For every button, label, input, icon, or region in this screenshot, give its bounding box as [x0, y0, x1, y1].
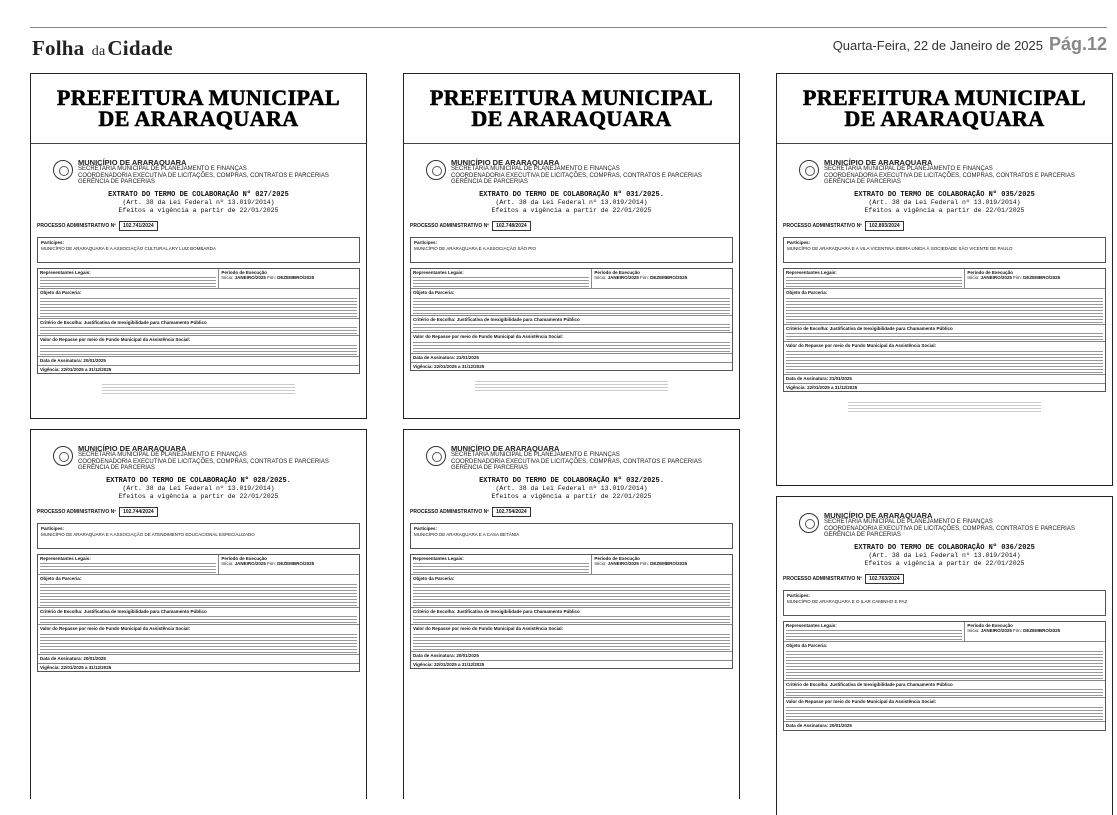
processo: PROCESSO ADMINISTRATIVO Nº 102.754/2024	[410, 507, 733, 517]
newspaper-header	[30, 27, 1107, 63]
extrato-card	[776, 73, 1113, 486]
column-2	[403, 73, 740, 815]
extrato-title: EXTRATO DO TERMO DE COLABORAÇÃO Nº 027/2025 (Art. 38 da Lei Federal nº 13.019/2014) Efeitos a vigência a partir de 22/01/2025	[108, 190, 289, 214]
processo: PROCESSO ADMINISTRATIVO Nº 102.893/2024	[783, 221, 1106, 231]
processo: PROCESSO ADMINISTRATIVO Nº 102.748/2024	[410, 221, 733, 231]
processo: PROCESSO ADMINISTRATIVO Nº 102.744/2024	[37, 507, 360, 517]
extrato-title: EXTRATO DO TERMO DE COLABORAÇÃO Nº 031/2025. (Art. 38 da Lei Federal nº 13.019/2014) Efeitos a vigência a partir de 22/01/2025	[479, 190, 664, 214]
column-1	[30, 73, 367, 815]
details-table: Representantes Legais: Período de Execução Início: JANEIRO/2025 Fim: DEZEMBRO/2025 Objeto da Parceria: Critério de Escolha: Justificativa de Inexigibilidade para Chamamento Público Valor do Repasse por meio do Fundo Municipal da Assistência Social: Data de Assinatura: 20/01/2025 Vigência: 22/01/2025 a 31/12/2025	[410, 554, 733, 670]
details-table: Representantes Legais: Período de Execução Início: JANEIRO/2025 Fim: DEZEMBRO/2025 Objeto da Parceria: Critério de Escolha: Justificativa de Inexigibilidade para Chamamento Público Valor do Repasse por meio do Fundo Municipal da Assistência Social: Data de Assinatura: 21/01/2025 Vigência: 22/01/2025 a 31/12/2025	[783, 268, 1106, 393]
org-header: MUNICÍPIO DE ARARAQUARA SECRETARIA MUNICIPAL DE PLANEJAMENTO E FINANÇAS COORDENADORIA EXECUTIVA DE LICITAÇÕES, COMPRAS, CONTRATOS E PARCERIAS GERÊNCIA DE PARCERIAS	[783, 513, 1106, 539]
extrato-card	[403, 429, 740, 799]
extrato-card	[776, 496, 1113, 815]
details-table: Representantes Legais: Período de Execução Início: JANEIRO/2025 Fim: DEZEMBRO/2025 Objeto da Parceria: Critério de Escolha: Justificativa de Inexigibilidade para Chamamento Público Valor do Repasse por meio do Fundo Municipal da Assistência Social: Data de Assinatura: 20/01/2025 Vigência: 22/01/2025 a 31/12/2025	[37, 268, 360, 375]
extrato-card	[30, 429, 367, 799]
extrato-card	[403, 73, 740, 419]
brand-da: da	[91, 44, 106, 59]
brand-second: Cidade	[107, 36, 173, 60]
prefeitura-title: PREFEITURA MUNICIPAL DE ARARAQUARA	[429, 85, 714, 131]
details-table: Representantes Legais: Período de Execução Início: JANEIRO/2025 Fim: DEZEMBRO/2025 Objeto da Parceria: Critério de Escolha: Justificativa de Inexigibilidade para Chamamento Público Valor do Repasse por meio do Fundo Municipal da Assistência Social: Data de Assinatura: 20/01/2025	[783, 621, 1106, 731]
details-table: Representantes Legais: Período de Execução Início: JANEIRO/2025 Fim: DEZEMBRO/2025 Objeto da Parceria: Critério de Escolha: Justificativa de Inexigibilidade para Chamamento Público Valor do Repasse por meio do Fundo Municipal da Assistência Social: Data de Assinatura: 21/01/2025 Vigência: 22/01/2025 a 31/12/2025	[410, 268, 733, 372]
details-table: Representantes Legais: Período de Execução Início: JANEIRO/2025 Fim: DEZEMBRO/2025 Objeto da Parceria: Critério de Escolha: Justificativa de Inexigibilidade para Chamamento Público Valor do Repasse por meio do Fundo Municipal da Assistência Social: Data de Assinatura: 20/01/2025 Vigência: 22/01/2025 a 31/12/2025	[37, 554, 360, 673]
participes-box: Partícipes: MUNICÍPIO DE ARARAQUARA E O ILAR CAMINHO E PAZ	[783, 590, 1106, 616]
municipal-seal-icon	[53, 446, 73, 466]
prefeitura-title: PREFEITURA MUNICIPAL DE ARARAQUARA	[56, 85, 341, 131]
brand-logo	[32, 36, 173, 61]
extrato-title: EXTRATO DO TERMO DE COLABORAÇÃO Nº 035/2025 (Art. 38 da Lei Federal nº 13.019/2014) Efeitos a vigência a partir de 22/01/2025	[854, 190, 1035, 214]
municipal-seal-icon	[53, 160, 73, 180]
municipal-seal-icon	[799, 513, 819, 533]
participes-box: Partícipes: MUNICÍPIO DE ARARAQUARA E A ASSOCIAÇÃO CULTURAL ARY LUIZ BOMBARDA	[37, 237, 360, 263]
org-header: MUNICÍPIO DE ARARAQUARA SECRETARIA MUNICIPAL DE PLANEJAMENTO E FINANÇAS COORDENADORIA EXECUTIVA DE LICITAÇÕES, COMPRAS, CONTRATOS E PARCERIAS GERÊNCIA DE PARCERIAS	[410, 160, 733, 186]
org-header: MUNICÍPIO DE ARARAQUARA SECRETARIA MUNICIPAL DE PLANEJAMENTO E FINANÇAS COORDENADORIA EXECUTIVA DE LICITAÇÕES, COMPRAS, CONTRATOS E PARCERIAS GERÊNCIA DE PARCERIAS	[783, 160, 1106, 186]
processo: PROCESSO ADMINISTRATIVO Nº 102.763/2024	[783, 574, 1106, 584]
extrato-title: EXTRATO DO TERMO DE COLABORAÇÃO Nº 032/2025. (Art. 38 da Lei Federal nº 13.019/2014) Efeitos a vigência a partir de 22/01/2025	[479, 476, 664, 500]
participes-box: Partícipes: MUNICÍPIO DE ARARAQUARA E A ASSOCIAÇÃO SÃO PIO	[410, 237, 733, 263]
municipal-seal-icon	[426, 446, 446, 466]
municipal-seal-icon	[426, 160, 446, 180]
extrato-card	[30, 73, 367, 419]
prefeitura-title: PREFEITURA MUNICIPAL DE ARARAQUARA	[802, 85, 1087, 131]
municipal-seal-icon	[799, 160, 819, 180]
org-header: MUNICÍPIO DE ARARAQUARA SECRETARIA MUNICIPAL DE PLANEJAMENTO E FINANÇAS COORDENADORIA EXECUTIVA DE LICITAÇÕES, COMPRAS, CONTRATOS E PARCERIAS GERÊNCIA DE PARCERIAS	[37, 160, 360, 186]
participes-box: Partícipes: MUNICÍPIO DE ARARAQUARA E A VILA VICENTINA IDEIRA UNIDA À SOCIEDADE SÃO VICENTE DE PAULO	[783, 237, 1106, 263]
page-number: Pág.12	[1048, 34, 1107, 54]
participes-box: Partícipes: MUNICÍPIO DE ARARAQUARA E A CASA BETÂNIA	[410, 523, 733, 549]
brand-main: Folha	[32, 36, 85, 60]
org-header: MUNICÍPIO DE ARARAQUARA SECRETARIA MUNICIPAL DE PLANEJAMENTO E FINANÇAS COORDENADORIA EXECUTIVA DE LICITAÇÕES, COMPRAS, CONTRATOS E PARCERIAS GERÊNCIA DE PARCERIAS	[410, 446, 733, 472]
column-3	[776, 73, 1113, 815]
issue-date: Quarta-Feira, 22 de Janeiro de 2025	[832, 38, 1043, 53]
org-header: MUNICÍPIO DE ARARAQUARA SECRETARIA MUNICIPAL DE PLANEJAMENTO E FINANÇAS COORDENADORIA EXECUTIVA DE LICITAÇÕES, COMPRAS, CONTRATOS E PARCERIAS GERÊNCIA DE PARCERIAS	[37, 446, 360, 472]
processo: PROCESSO ADMINISTRATIVO Nº 102.741/2024	[37, 221, 360, 231]
extrato-title: EXTRATO DO TERMO DE COLABORAÇÃO Nº 028/2025. (Art. 38 da Lei Federal nº 13.019/2014) Efeitos a vigência a partir de 22/01/2025	[106, 476, 291, 500]
extrato-title: EXTRATO DO TERMO DE COLABORAÇÃO Nº 036/2025 (Art. 38 da Lei Federal nº 13.019/2014) Efeitos a vigência a partir de 22/01/2025	[854, 543, 1035, 567]
participes-box: Partícipes: MUNICÍPIO DE ARARAQUARA E A ASSOCIAÇÃO DE ATENDIMENTO EDUCACIONAL ESPECIALIZADO	[37, 523, 360, 549]
